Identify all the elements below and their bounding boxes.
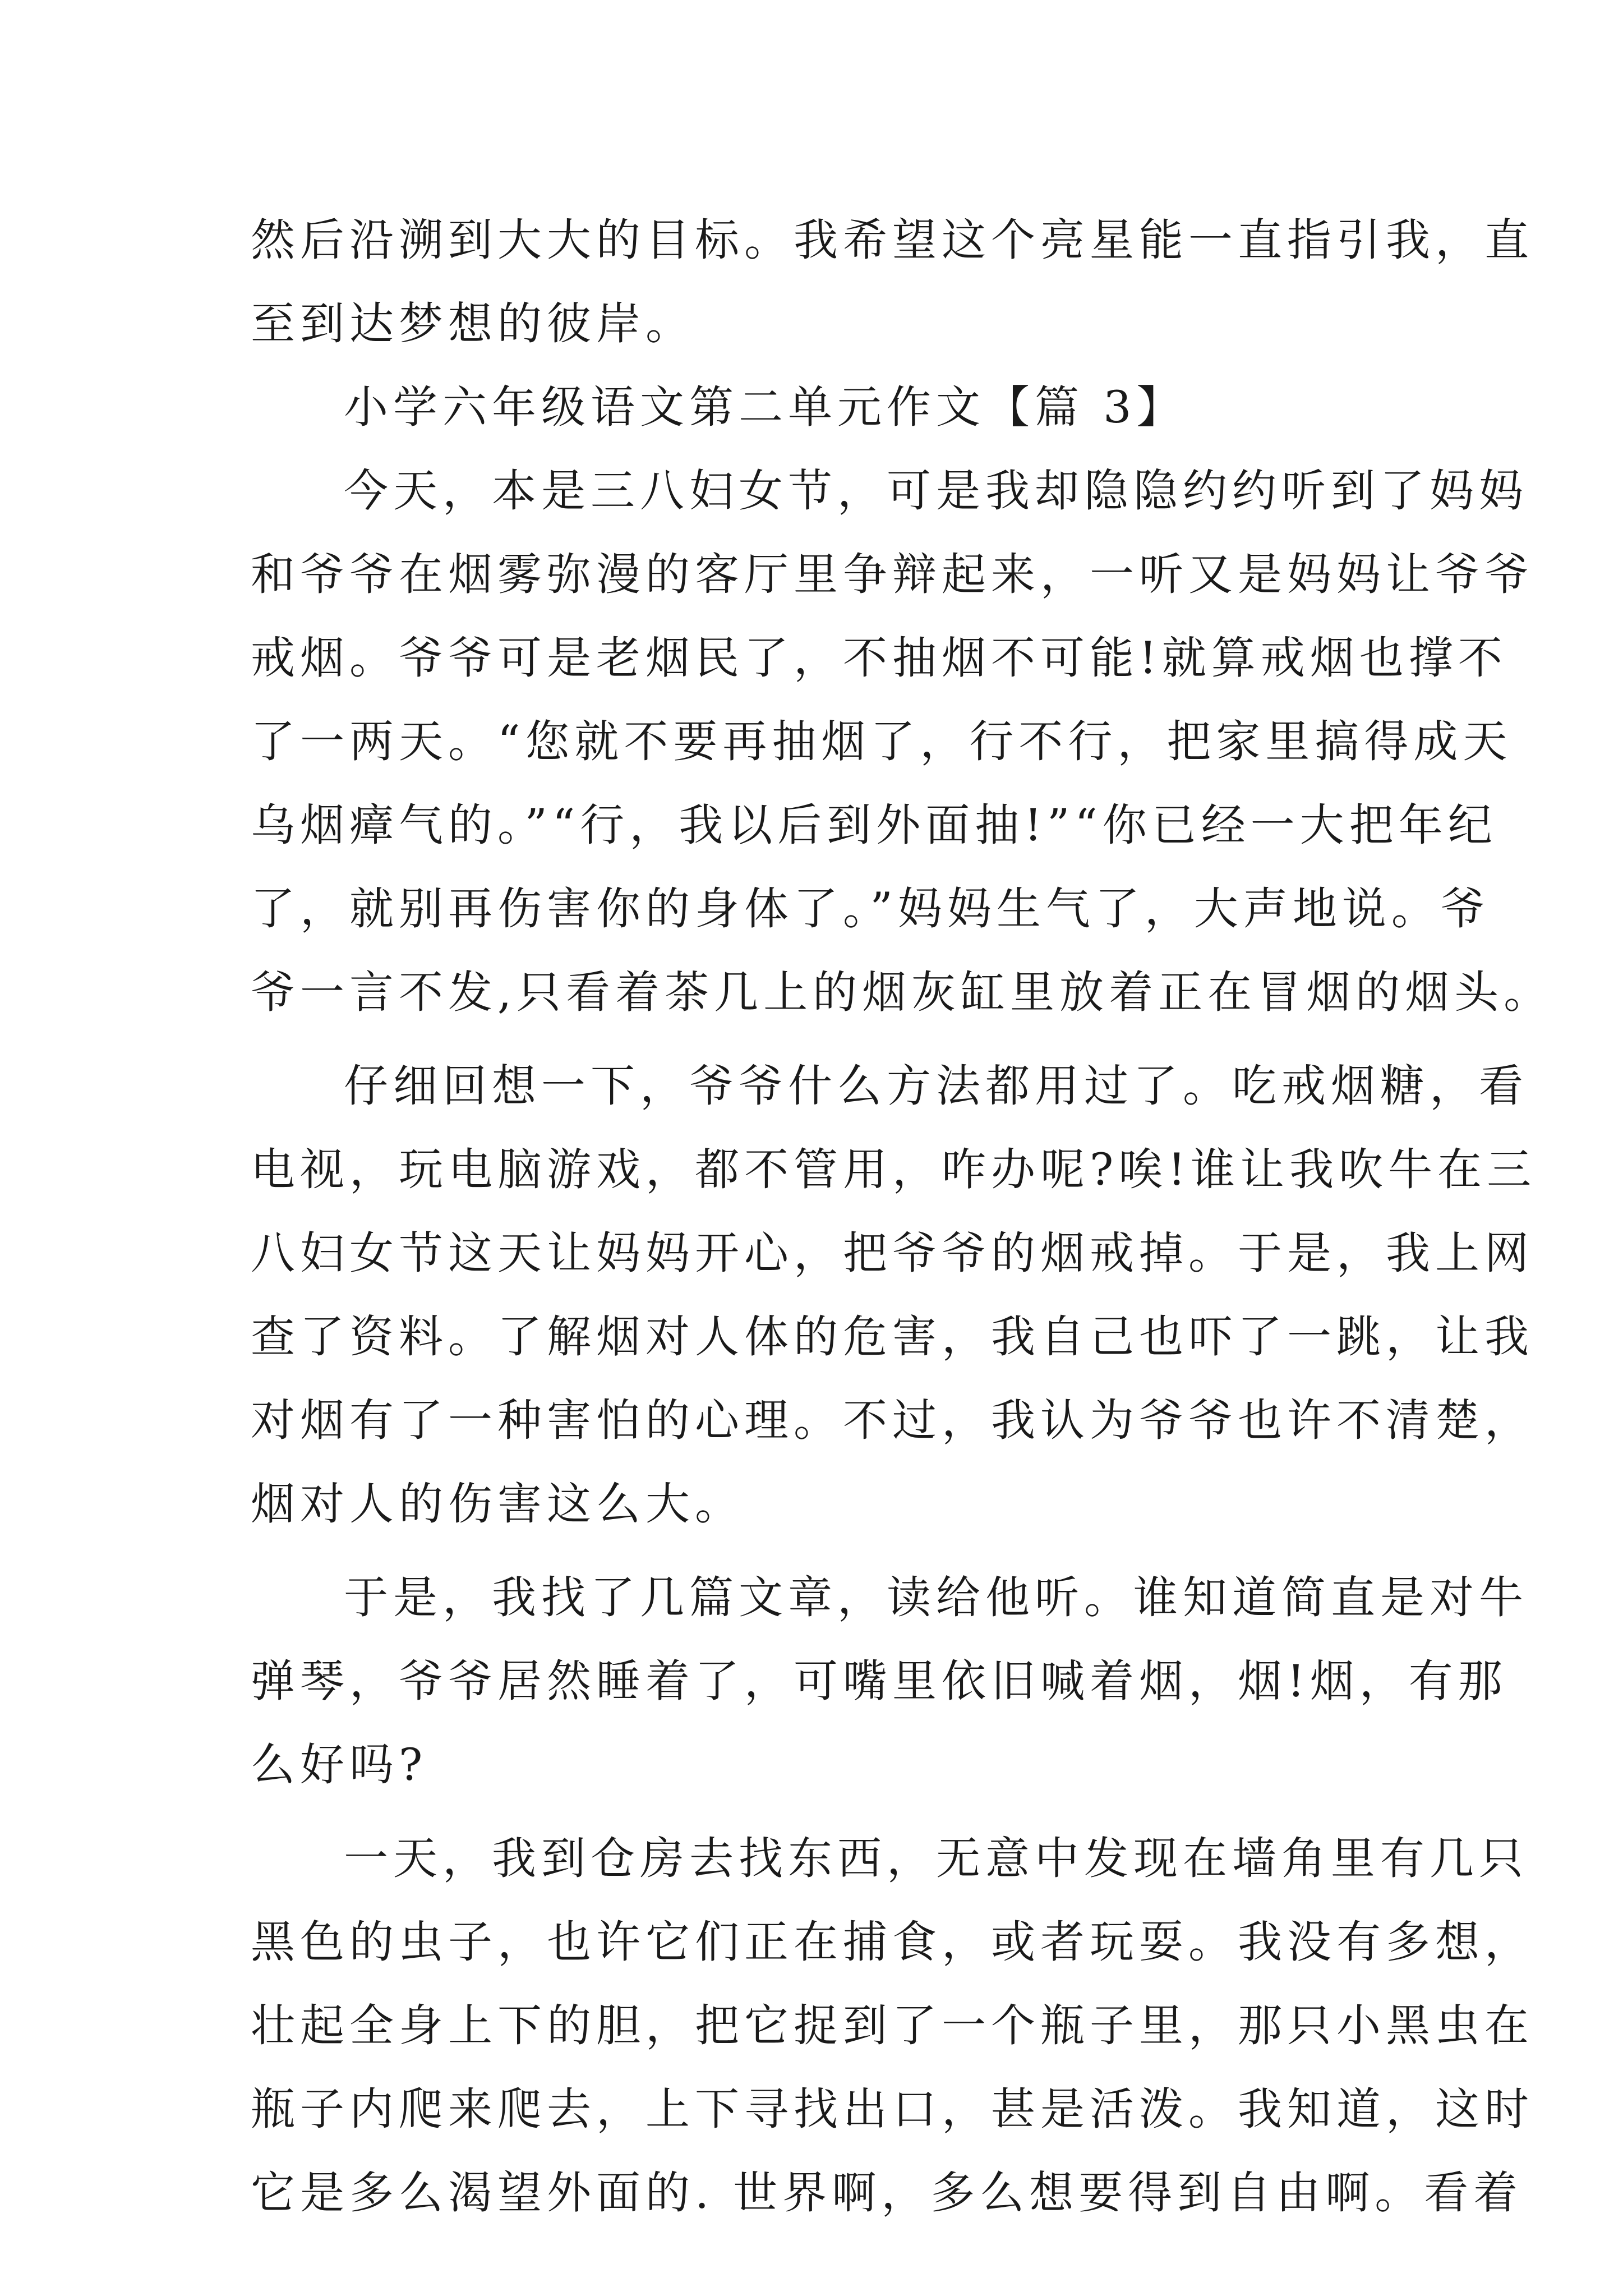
text-line: 了一两天。“您就不要再抽烟了，行不行，把家里搞得成天 (251, 716, 1513, 767)
text-line: 于是，我找了几篇文章，读给他听。谁知道简直是对牛 (344, 1572, 1528, 1623)
text-line: 它是多么渴望外面的. 世界啊，多么想要得到自由啊。看着 (251, 2167, 1523, 2219)
text-line: 了，就别再伤害你的身体了。”妈妈生气了，大声地说。爷 (251, 883, 1490, 935)
text-line: 戒烟。爷爷可是老烟民了，不抽烟不可能!就算戒烟也撑不 (251, 632, 1507, 684)
text-line: 爷一言不发,只看着茶几上的烟灰缸里放着正在冒烟的烟头。 (251, 967, 1553, 1018)
text-line: 瓶子内爬来爬去，上下寻找出口，甚是活泼。我知道，这时 (251, 2083, 1534, 2135)
text-line: 么好吗? (251, 1739, 428, 1791)
text-line: 仔细回想一下，爷爷什么方法都用过了。吃戒烟糖，看 (344, 1060, 1528, 1112)
text-line: 电视，玩电脑游戏，都不管用，咋办呢?唉!谁让我吹牛在三 (251, 1144, 1537, 1195)
document-body (251, 199, 1553, 2235)
text-line: 对烟有了一种害怕的心理。不过，我认为爷爷也许不清楚， (251, 1395, 1534, 1446)
text-line: 查了资料。了解烟对人体的危害，我自己也吓了一跳，让我 (251, 1311, 1534, 1363)
text-line: 一天，我到仓房去找东西，无意中发现在墙角里有几只 (344, 1833, 1528, 1884)
text-line: 和爷爷在烟雾弥漫的客厅里争辩起来，一听又是妈妈让爷爷 (251, 549, 1534, 600)
text-line: 黑色的虫子，也许它们正在捕食，或者玩耍。我没有多想， (251, 1916, 1534, 1968)
text-line: 弹琴，爷爷居然睡着了，可嘴里依旧喊着烟，烟!烟，有那 (251, 1655, 1507, 1707)
text-line: 壮起全身上下的胆，把它捉到了一个瓶子里，那只小黑虫在 (251, 2000, 1534, 2051)
text-line: 烟对人的伤害这么大。 (251, 1478, 744, 1530)
text-line: 八妇女节这天让妈妈开心，把爷爷的烟戒掉。于是，我上网 (251, 1227, 1534, 1279)
text-line: 乌烟瘴气的。”“行，我以后到外面抽!”“你已经一大把年纪 (251, 799, 1497, 851)
text-line: 然后沿溯到大大的目标。我希望这个亮星能一直指引我，直 (251, 214, 1534, 266)
text-line: 今天，本是三八妇女节，可是我却隐隐约约听到了妈妈 (344, 465, 1528, 517)
section-heading: 小学六年级语文第二单元作文【篇 3】 (344, 381, 1186, 433)
text-line: 至到达梦想的彼岸。 (251, 298, 695, 349)
